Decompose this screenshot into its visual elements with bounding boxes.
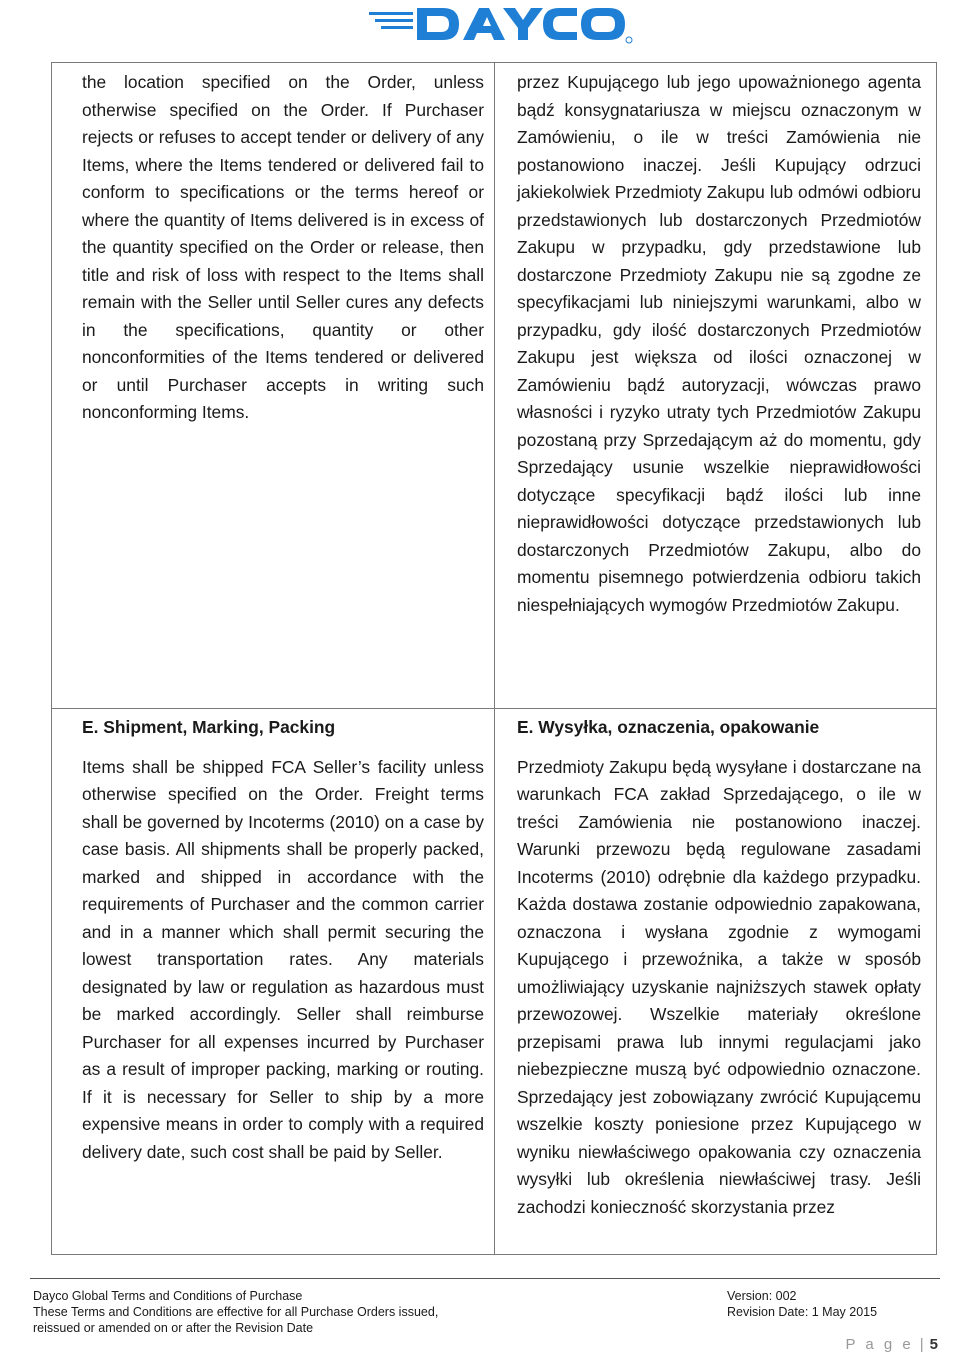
footer-version-info — [727, 1288, 877, 1320]
footer-document-info — [33, 1288, 438, 1336]
section-d-english-text: the location specified on the Order, unless otherwise specified on the Order. If Purchaser rejects or refuses to accept tender or delivery of any Items, where the Items tendered or delivered fail to conform to specifications or the terms hereof or where the quantity of Items delivered is in excess of the quantity specified on the Order or release, then title and risk of loss with respect to the Items shall remain with the Seller until Seller cures any defects in the specifications, quantity or other nonconformities of the Items tendered or delivered or until Purchaser accepts in writing such nonconforming Items. — [82, 72, 484, 422]
page-number-value: 5 — [929, 1336, 938, 1353]
section-e-english — [82, 714, 484, 1166]
footer-divider — [30, 1278, 940, 1279]
section-e-english-text: Items shall be shipped FCA Seller’s facility unless otherwise specified on the Order. Freight terms shall be governed by Incoterms (2010) on a case by case basis. All shipments shall be properly packed, marked and shipped in accordance with the requirements of Purchaser and the common carrier and in a manner which shall permit securing the lowest transportation rates. Any materials designated by law or regulation as hazardous must be marked accordingly. Seller shall reimburse Purchaser for all expenses incurred by Purchaser as a result of improper packing, marking or routing. If it is necessary for Seller to ship by a more expensive means in order to comply with a required delivery date, such cost shall be paid by Seller. — [82, 756, 484, 1162]
page-label: P a g e — [845, 1336, 914, 1353]
section-e-english-heading: E. Shipment, Marking, Packing — [82, 717, 336, 737]
section-d-english — [82, 69, 484, 427]
dayco-logo — [365, 2, 635, 46]
section-e-polish-heading: E. Wysyłka, oznaczenia, opakowanie — [517, 717, 820, 737]
section-d-polish-text: przez Kupującego lub jego upoważnionego agenta bądź konsygnatariusza w miejscu oznaczonym w Zamówieniu, o ile w treści Zamówienia nie postanowiono inaczej. Jeśli Kupujący odrzuci jakiekolwiek Przedmioty Zakupu lub odmówi odbioru przedstawionych lub dostarczonych Przedmiotów Zakupu w przypadku, gdy przedstawione lub dostarczone Przedmioty Zakupu nie są zgodne ze specyfikacjami lub niniejszymi warunkami, albo w przypadku, gdy ilość dostarczonych Przedmiotów Zakupu jest większa od ilości oznaczonej w Zamówieniu bądź autoryzacji, wówczas prawo własności i ryzyko utraty tych Przedmiotów Zakupu pozostaną przy Sprzedającym aż do momentu, gdy Sprzedający usunie wszelkie nieprawidłowości dotyczące specyfikacji bądź ilości lub inne nieprawidłowości dotyczące przedstawionych lub dostarczonych Przedmiotów Zakupu, albo do momentu pisemnego potwierdzenia odbioru takich niespełniających wymogów Przedmiotów Zakupu. — [517, 72, 921, 615]
footer-effective-note: These Terms and Conditions are effective for all Purchase Orders issued, — [33, 1305, 439, 1319]
section-d-polish — [517, 69, 921, 619]
section-e-polish — [517, 714, 921, 1221]
section-e-polish-text: Przedmioty Zakupu będą wysyłane i dostarczane na warunkach FCA zakład Sprzedającego, o ile w treści Zamówienia nie postanowiono inaczej. Warunki przewozu będą regulowane zasadami Incoterms (2010) odrębnie dla każdego przypadku. Każda dostawa zostanie odpowiednio zapakowana, oznaczona i wysłana zgodnie z wymogami Kupującego i przewoźnika, a także w sposób umożliwiający uzyskanie najniższych stawek opłaty przewozowej. Wszelkie materiały określone przepisami prawa lub innymi regulacjami jako niebezpieczne muszą być odpowiednio oznaczone. Sprzedający jest zobowiązany zwrócić Kupującemu wszelkie koszty poniesione przez Kupującego w wyniku niewłaściwego opakowania czy oznaczenia wysyłki lub określenia niewłaściwej trasy. Jeśli zachodzi konieczność skorzystania przez — [517, 756, 921, 1217]
terms-table — [51, 62, 937, 1255]
page-number — [845, 1336, 938, 1353]
footer-revision-date: Revision Date: 1 May 2015 — [727, 1305, 878, 1319]
footer-revision-note: reissued or amended on or after the Revision Date — [33, 1321, 314, 1335]
column-divider — [494, 63, 495, 1254]
footer-version: Version: 002 — [727, 1289, 797, 1303]
row-divider — [52, 708, 936, 709]
page-separator: | — [919, 1336, 924, 1353]
footer-title: Dayco Global Terms and Conditions of Purchase — [33, 1289, 303, 1303]
